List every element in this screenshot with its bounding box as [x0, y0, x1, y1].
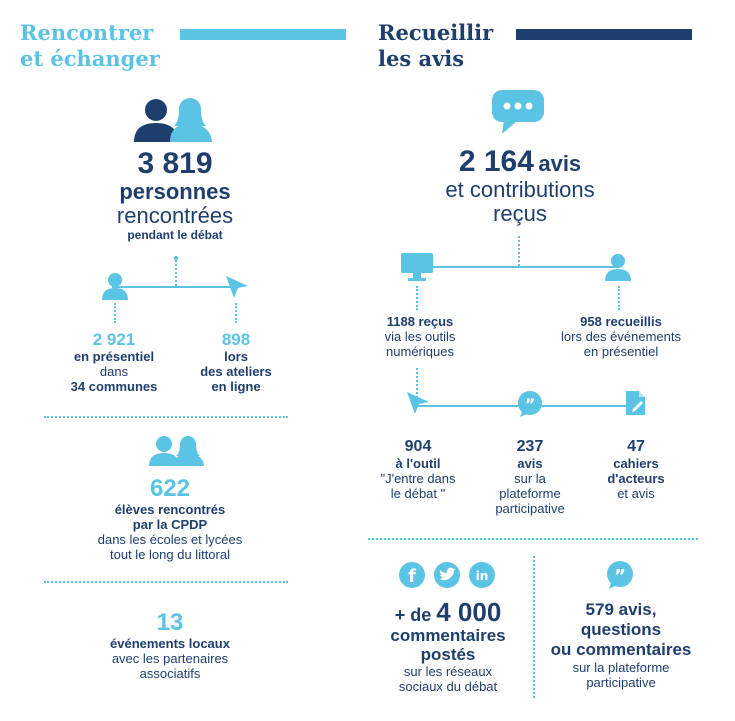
students-stat — [70, 476, 270, 562]
chat-bubble-icon — [490, 88, 546, 136]
left-section-title — [20, 20, 190, 72]
comments-line-2: questions — [580, 620, 662, 639]
social-number: 4 000 — [436, 597, 502, 627]
met-line-3: pendant le débat — [127, 228, 223, 242]
left-divider-1 — [44, 416, 288, 418]
facebook-icon[interactable] — [398, 561, 426, 589]
cahiers-line-3: et avis — [617, 486, 655, 501]
in-person-stat — [55, 330, 173, 394]
online-drop — [235, 303, 237, 323]
right-vertical-divider — [533, 556, 535, 698]
comments-line-4: sur la plateforme — [572, 660, 670, 675]
total-connector-vertical — [518, 236, 520, 266]
left-title-bar — [180, 29, 346, 40]
person-icon — [100, 271, 130, 301]
right-title-line-1: Recueillir — [378, 20, 494, 45]
left-title-line-1: Rencontrer — [20, 20, 154, 45]
students-line-3: dans les écoles et lycées — [97, 532, 243, 547]
platform-line-2: sur la — [514, 471, 546, 486]
students-number: 622 — [149, 475, 191, 502]
social-icons — [398, 561, 498, 591]
met-line-1: personnes — [119, 179, 231, 204]
social-line-1: commentaires — [390, 626, 506, 645]
cursor-icon-tool — [405, 390, 431, 416]
left-divider-2 — [44, 581, 288, 583]
total-stat — [410, 146, 630, 226]
events-drop — [618, 286, 620, 310]
connector-horizontal — [112, 286, 232, 288]
events-received-number: 958 recueillis — [580, 314, 662, 329]
online-line-2: des ateliers — [200, 364, 272, 379]
tool-line-1: à l'outil — [395, 456, 441, 471]
document-pen-icon — [625, 390, 647, 416]
social-line-3: sur les réseaux — [403, 664, 493, 679]
comments-stat — [536, 600, 706, 690]
connector-vertical — [175, 260, 177, 286]
students-line-2: par la CPDP — [132, 517, 208, 532]
in-person-number: 2 921 — [92, 330, 136, 349]
digital-stat — [366, 314, 474, 359]
events-number: 13 — [156, 609, 184, 636]
events-received-line-2: en présentiel — [583, 344, 659, 359]
svg-text:”: ” — [614, 566, 626, 587]
events-line-2: avec les partenaires — [111, 651, 229, 666]
platform-line-4: participative — [495, 501, 565, 516]
online-line-3: en ligne — [211, 379, 261, 394]
right-title-line-2: les avis — [378, 46, 465, 71]
platform-number: 237 — [516, 438, 544, 455]
two-people-icon — [132, 96, 218, 144]
svg-text:”: ” — [524, 395, 536, 414]
comments-line-5: participative — [586, 675, 656, 690]
cahiers-number: 47 — [627, 438, 645, 455]
events-received-line-1: lors des événements — [561, 329, 681, 344]
monitor-icon — [400, 252, 434, 282]
online-stat — [180, 330, 292, 394]
total-number: 2 164 — [458, 145, 534, 178]
in-person-line-3: 34 communes — [70, 379, 158, 394]
platform-line-1: avis — [517, 456, 543, 471]
cahiers-stat — [584, 438, 688, 501]
twitter-icon[interactable] — [433, 561, 461, 589]
events-line-3: associatifs — [139, 666, 201, 681]
linkedin-icon[interactable] — [468, 561, 496, 589]
met-line-2: rencontrées — [116, 203, 234, 228]
quote-bubble-icon — [516, 390, 544, 418]
social-line-4: sociaux du débat — [398, 679, 498, 694]
total-line-2: reçus — [493, 201, 547, 226]
social-line-2: postés — [420, 645, 476, 664]
tool-line-3: le débat " — [390, 486, 446, 501]
right-divider — [368, 538, 698, 540]
events-line-1: événements locaux — [110, 636, 230, 651]
cursor-icon — [224, 274, 250, 300]
platform-stat — [478, 438, 582, 516]
students-line-4: tout le long du littoral — [110, 547, 230, 562]
total-unit: avis — [538, 151, 582, 176]
events-stat — [70, 610, 270, 681]
met-number: 3 819 — [137, 147, 213, 180]
comments-line-1: 579 avis, — [585, 600, 657, 619]
quote-bubble-icon-comments — [605, 560, 635, 590]
tool-number: 904 — [404, 438, 432, 455]
in-person-drop — [114, 303, 116, 323]
right-section-title — [378, 20, 518, 72]
students-line-1: élèves rencontrés — [114, 502, 226, 517]
platform-line-3: plateforme — [499, 486, 561, 501]
svg-text:f: f — [408, 566, 416, 587]
svg-text:in: in — [475, 569, 489, 583]
tool-stat — [366, 438, 470, 501]
cahiers-line-1: cahiers — [613, 456, 659, 471]
met-stat — [80, 148, 270, 242]
online-line-1: lors — [224, 349, 248, 364]
comments-line-3: ou commentaires — [550, 640, 692, 659]
social-prefix: + de — [394, 605, 437, 625]
right-title-bar — [516, 29, 692, 40]
digital-line-2: numériques — [386, 344, 454, 359]
in-person-line-2: dans — [99, 364, 129, 379]
events-received-stat — [546, 314, 696, 359]
total-connector-horizontal — [420, 266, 616, 268]
cahiers-line-2: d'acteurs — [607, 471, 665, 486]
tool-line-2: "J'entre dans — [380, 471, 456, 486]
total-line-1: et contributions — [445, 177, 595, 202]
two-people-icon-students — [148, 435, 206, 467]
digital-line-1: via les outils — [384, 329, 456, 344]
digital-drop — [416, 286, 418, 310]
digital-number: 1188 reçus — [386, 314, 454, 329]
in-person-line-1: en présentiel — [73, 349, 155, 364]
online-number: 898 — [221, 330, 251, 349]
person-icon-events — [603, 252, 633, 282]
left-title-line-2: et échanger — [20, 46, 160, 71]
social-stat — [368, 598, 528, 694]
